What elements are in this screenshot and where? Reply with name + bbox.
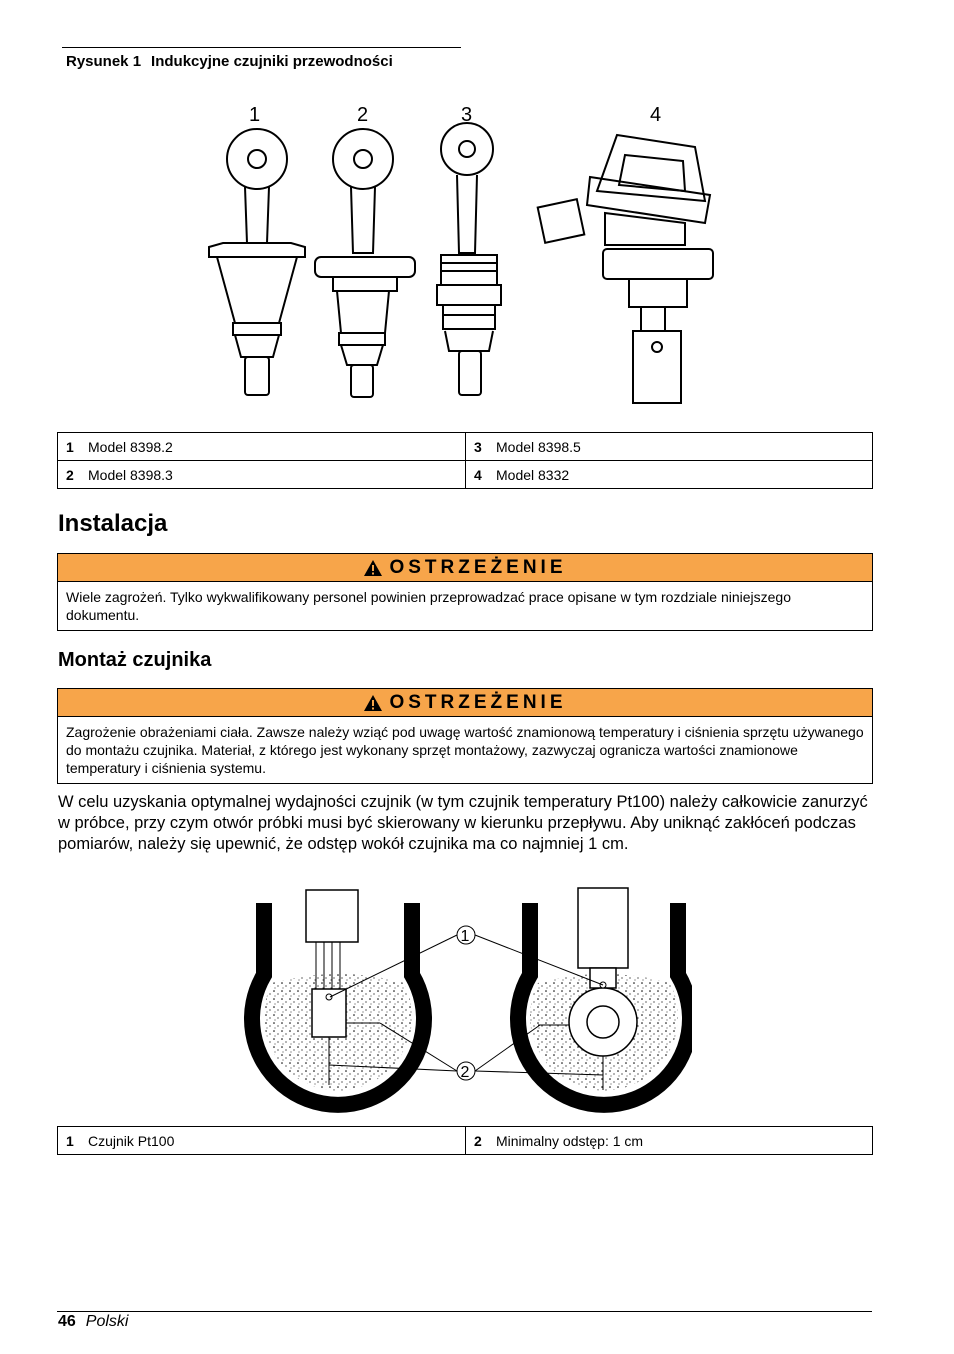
- page-number: 46: [58, 1313, 76, 1330]
- warning-title: OSTRZEŻENIE: [389, 556, 567, 578]
- warning-box: [57, 688, 873, 784]
- legend-item-2: 2 Minimalny odstęp: 1 cm: [466, 1127, 873, 1155]
- sensor-8398-3: [315, 129, 415, 397]
- vessel-left: [252, 890, 424, 1105]
- caption-rule: [62, 47, 461, 48]
- legend-item-1: 1 Czujnik Pt100: [58, 1127, 466, 1155]
- callout-4: 4: [650, 104, 662, 126]
- subsection-title: Montaż czujnika: [58, 649, 212, 671]
- warning-header: [58, 689, 872, 717]
- callout-1: 1: [460, 928, 470, 945]
- callout-3: 3: [461, 104, 473, 126]
- warning-triangle-icon: [363, 694, 383, 712]
- callout-1: 1: [249, 104, 261, 126]
- table-row: [58, 1127, 873, 1155]
- sensor-clearance-illustration: [240, 885, 692, 1113]
- warning-text: Wiele zagrożeń. Tylko wykwalifikowany personel powinien przeprowadzać prace opisane w tym rozdziale niniejszego dokumentu.: [66, 589, 791, 623]
- warning-header: [58, 554, 872, 582]
- footer-rule: [57, 1311, 872, 1312]
- callout-2: 2: [357, 104, 369, 126]
- table-row: [58, 433, 873, 461]
- warning-text: Zagrożenie obrażeniami ciała. Zawsze należy wziąć pod uwagę wartość znamionową temperatury i ciśnienia sprzętu używanego do montażu czujnika. Materiał, z którego jest wykonany sprzęt montażowy, zazwyczaj ogranicza wartości znamionowe temperatury i ciśnienia systemu.: [66, 724, 864, 776]
- warning-box: [57, 553, 873, 631]
- body-paragraph: W celu uzyskania optymalnej wydajności czujnik (w tym czujnik temperatury Pt100) należy całkowicie zanurzyć w próbce, przy czym otwór próbki musi być skierowany w kierunku przepływu. Aby uniknąć zakłóceń podczas pomiarów, należy się upewnić, że odstęp wokół czujnika ma co najmniej 1 cm.: [58, 793, 868, 853]
- sensor-8332: [538, 135, 713, 403]
- legend-item-4: 4 Model 8332: [466, 461, 873, 489]
- figure-label: Rysunek 1: [66, 53, 142, 70]
- sensor-models-illustration: [205, 95, 720, 415]
- sensor-8398-5: [437, 123, 501, 395]
- footer-language: Polski: [85, 1313, 129, 1330]
- sensor-8398-2: [209, 129, 305, 395]
- figure-caption: [66, 53, 393, 70]
- legend-item-1: 1 Model 8398.2: [58, 433, 466, 461]
- legend-item-2: 2 Model 8398.3: [58, 461, 466, 489]
- page-footer: [58, 1313, 128, 1331]
- table-row: [58, 461, 873, 489]
- warning-title: OSTRZEŻENIE: [389, 691, 567, 713]
- warning-triangle-icon: [363, 559, 383, 577]
- callout-2: 2: [460, 1064, 470, 1081]
- vessel-right: [518, 888, 690, 1105]
- figure-title: Indukcyjne czujniki przewodności: [151, 53, 393, 70]
- figure1-legend-table: [57, 432, 873, 489]
- section-title: Instalacja: [58, 510, 168, 537]
- legend-item-3: 3 Model 8398.5: [466, 433, 873, 461]
- figure2-legend-table: [57, 1126, 873, 1155]
